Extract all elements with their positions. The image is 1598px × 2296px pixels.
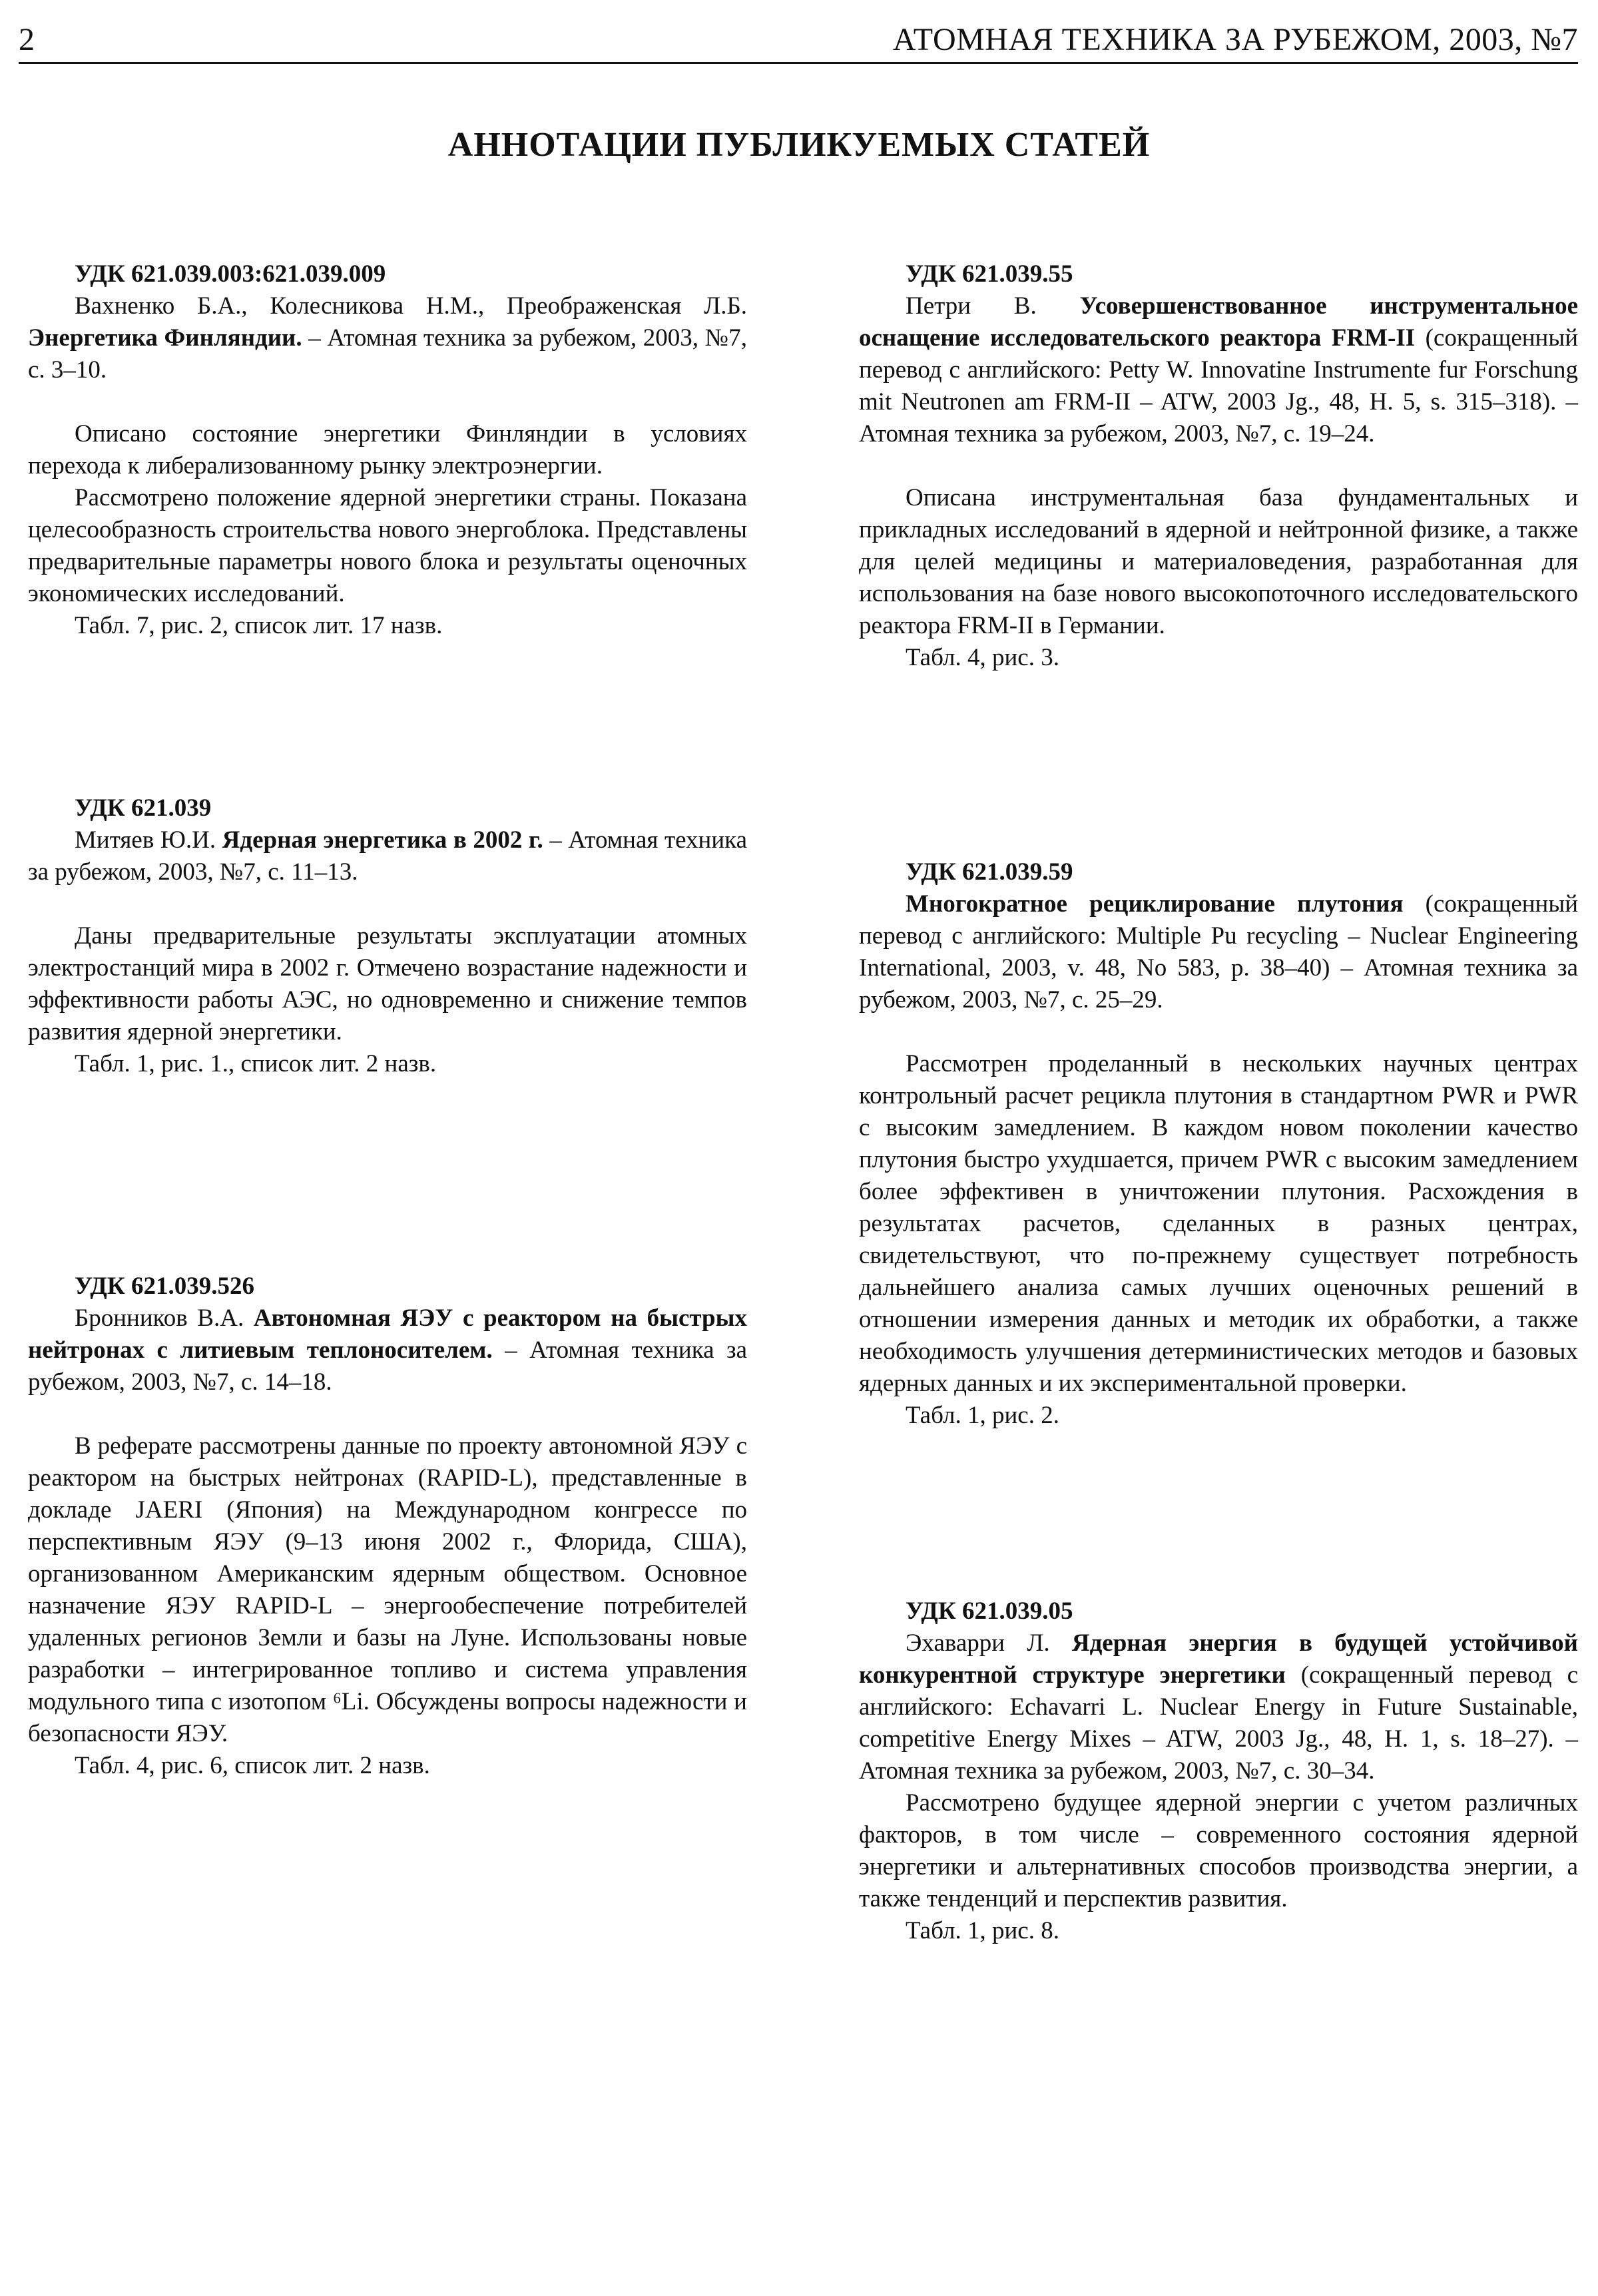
citation xyxy=(28,824,747,888)
article-title: Ядерная энергия в будущей устойчивой конкурентной структуре энергетики xyxy=(859,1629,1578,1689)
udk-code: УДК 621.039.55 xyxy=(906,260,1073,288)
abstract-paragraph: Даны предварительные результаты эксплуатации атомных электростанций мира в 2002 г. Отмечено возрастание надежности и эффективности работы АЭС, но одновременно и снижение темпов развития ядерной энергетики. xyxy=(28,922,747,1045)
header-rule xyxy=(19,62,1578,64)
udk-code: УДК 621.039.59 xyxy=(906,858,1073,886)
abstract-paragraph: В реферате рассмотрены данные по проекту автономной ЯЭУ с реактором на быстрых нейтронах (RAPID-L), представленные в докладе JAERI (Япония) на Международном конгрессе по перспективным ЯЭУ (9–13 июня 2002 г., Флорида, США), организованном Американским ядерным обществом. Основное назначение ЯЭУ RAPID-L – энергообеспечение потребителей удаленных регионов Земли и базы на Луне. Использованы новые разработки – интегрированное топливо и система управления модульного типа с изотопом ⁶Li. Обсуждены вопросы надежности и безопасности ЯЭУ. xyxy=(28,1432,747,1747)
citation xyxy=(859,1627,1578,1787)
abstract xyxy=(859,1048,1578,1400)
source: (сокращенный перевод с английского: Petty W. Innovatine Instrumente fur Forschung mit Neutronen am FRM-II – ATW, 2003 Jg., 48, H. 5, s. 315–318). – Атомная техника за рубежом, 2003, №7, с. 19–24. xyxy=(859,324,1578,447)
abstract xyxy=(859,482,1578,642)
abstract-paragraph: Рассмотрено будущее ядерной энергии с учетом различных факторов, в том числе – современного состояния ядерной энергетики и альтернативных способов производства энергии, а также тенденций и перспектив развития. xyxy=(859,1789,1578,1912)
citation xyxy=(28,290,747,386)
article-title: Многократное рециклирование плутония xyxy=(906,890,1404,918)
authors: Эхаварри Л. xyxy=(906,1629,1072,1657)
tables-figures: Табл. 1, рис. 1., список лит. 2 назв. xyxy=(75,1050,437,1077)
udk-code: УДК 621.039.003:621.039.009 xyxy=(75,260,386,288)
source: (сокращенный перевод с английского: Echavarri L. Nuclear Energy in Future Sustainable, competitive Energy Mixes – ATW, 2003 Jg., 48, H. 1, s. 18–27). – Атомная техника за рубежом, 2003, №7, с. 30–34. xyxy=(859,1661,1578,1785)
citation xyxy=(859,290,1578,450)
article-title: Энергетика Финляндии. xyxy=(28,324,302,352)
abstract xyxy=(28,418,747,610)
abstract-paragraph: Описано состояние энергетики Финляндии в условиях перехода к либерализованному рынку электроэнергии. xyxy=(28,420,747,479)
article-abstract xyxy=(859,856,1578,1432)
abstract-paragraph: Рассмотрено положение ядерной энергетики страны. Показана целесообразность строительства нового энергоблока. Представлены предварительные параметры нового блока и результаты оценочных экономических исследований. xyxy=(28,484,747,607)
running-header xyxy=(19,13,1578,64)
source: – Атомная техника за рубежом, 2003, №7, с. 11–13. xyxy=(28,826,748,886)
udk-code: УДК 621.039.05 xyxy=(906,1597,1073,1625)
authors: Вахненко Б.А., Колесникова Н.М., Преображенская Л.Б. xyxy=(75,292,747,320)
abstract xyxy=(859,1787,1578,1915)
source: (сокращенный перевод с английского: Multiple Pu recycling – Nuclear Engineering International, 2003, v. 48, No 583, p. 38–40) – Атомная техника за рубежом, 2003, №7, с. 25–29. xyxy=(859,890,1578,1013)
tables-figures: Табл. 4, рис. 6, список лит. 2 назв. xyxy=(75,1752,430,1779)
abstract xyxy=(28,1430,747,1750)
tables-figures: Табл. 1, рис. 8. xyxy=(906,1917,1059,1944)
article-title: Автономная ЯЭУ с реактором на быстрых нейтронах с литиевым теплоносителем. xyxy=(28,1304,747,1364)
page-title: АННОТАЦИИ ПУБЛИКУЕМЫХ СТАТЕЙ xyxy=(447,126,1151,164)
authors: Петри В. xyxy=(906,292,1080,320)
authors: Митяев Ю.И. xyxy=(75,826,222,854)
page-number: 2 xyxy=(19,22,35,57)
source: – Атомная техника за рубежом, 2003, №7, с. 3–10. xyxy=(28,324,748,384)
article-title: Усовершенствованное инструментальное оснащение исследовательского реактора FRM-II xyxy=(859,292,1578,352)
article-abstract xyxy=(28,792,747,1080)
tables-figures: Табл. 4, рис. 3. xyxy=(906,644,1059,671)
article-title: Ядерная энергетика в 2002 г. xyxy=(222,826,543,854)
article-abstract xyxy=(859,258,1578,674)
tables-figures: Табл. 7, рис. 2, список лит. 17 назв. xyxy=(75,612,443,639)
abstract-paragraph: Рассмотрен проделанный в нескольких научных центрах контрольный расчет рецикла плутония в стандартном PWR и PWR с высоким замедлением. В каждом новом поколении качество плутония быстро ухудшается, причем PWR с высоким замедлением более эффективен в уничтожении плутония. Расхождения в результатах расчетов, сделанных в разных центрах, свидетельствуют, что по-прежнему существует потребность дальнейшего анализа самых лучших оценочных решений в отношении измерения данных и методик их обработки, а также необходимость улучшения детерминистических методов и базовых ядерных данных и их экспериментальной проверки. xyxy=(859,1050,1578,1397)
abstract xyxy=(28,920,747,1048)
udk-code: УДК 621.039 xyxy=(75,794,212,822)
citation xyxy=(28,1302,747,1398)
authors: Бронников В.А. xyxy=(75,1304,254,1332)
article-abstract xyxy=(28,1271,747,1782)
article-abstract xyxy=(859,1595,1578,1947)
tables-figures: Табл. 1, рис. 2. xyxy=(906,1402,1059,1429)
journal-title: АТОМНАЯ ТЕХНИКА ЗА РУБЕЖОМ, 2003, №7 xyxy=(892,22,1578,57)
article-abstract xyxy=(28,258,747,642)
citation xyxy=(859,888,1578,1016)
udk-code: УДК 621.039.526 xyxy=(75,1273,254,1300)
abstract-paragraph: Описана инструментальная база фундаментальных и прикладных исследований в ядерной и нейтронной физике, а также для целей медицины и материаловедения, разработанная для использования на базе нового высокопоточного исследовательского реактора FRM-II в Германии. xyxy=(859,484,1578,639)
source: – Атомная техника за рубежом, 2003, №7, с. 14–18. xyxy=(28,1336,747,1396)
